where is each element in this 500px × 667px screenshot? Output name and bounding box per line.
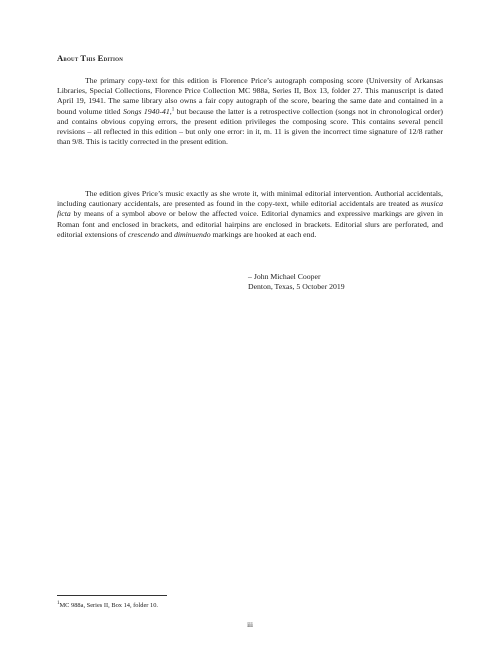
heading-initial-e: E	[97, 53, 104, 63]
italic-term: musica ficta	[57, 199, 443, 219]
heading-initial-t: T	[80, 53, 87, 63]
paragraph-text: and	[158, 229, 175, 239]
section-heading	[57, 53, 123, 63]
page-number: iii	[247, 621, 253, 629]
footnote-divider	[57, 595, 167, 596]
heading-text-part2: his	[86, 54, 98, 63]
heading-initial-a: A	[57, 53, 64, 63]
footnote-mark: 1	[57, 600, 60, 606]
heading-text-part1: bout	[63, 54, 81, 63]
italic-term: crescendo	[127, 229, 159, 239]
signature-block	[248, 272, 345, 292]
paragraph-text: The primary copy-text for this edition is Florence Price’s autograph composing score (University of Arkansas Libraries, Special Collections, Florence Price Collection MC 988a, Series II, Box 13, folder 27. This manuscript is dated April 19, 1941. The same library also owns a fair copy autograph of the score, bearing the same date and contained in a bound volume titled	[57, 76, 443, 116]
italic-term: diminuendo	[174, 229, 211, 239]
paragraph-copy-text	[57, 76, 443, 147]
document-page	[57, 0, 443, 667]
place-and-date: Denton, Texas, 5 October 2019	[248, 282, 345, 292]
paragraph-text: The edition gives Price’s music exactly as she wrote it, with minimal editorial intervention. Authorial accidentals, including cautionary accidentals, are presented as found in the copy-text, while editorial accidentals are treated as	[57, 189, 443, 209]
footnote	[57, 602, 158, 610]
footnote-reference: 1	[171, 107, 175, 113]
paragraph-text: by means of a symbol above or below the affected voice. Editorial dynamics and expressive markings are given in Roman font and enclosed in brackets, and editorial hairpins are enclosed in brackets. Editorial slurs are perforated, and editorial extensions of	[57, 209, 443, 239]
footnote-text: MC 988a, Series II, Box 14, folder 10.	[59, 602, 159, 609]
volume-title: Songs 1940-41,	[122, 106, 172, 116]
paragraph-text: markings are hooked at each end.	[210, 229, 317, 239]
paragraph-text: but because the latter is a retrospective collection (songs not in chronological order) and contains obvious copying errors, the present edition privileges the composing score. This contains several pencil revisions – all reflected in this edition – but only one error: in it, m. 11 is given the incorrect time signature of 12/8 rather than 9/8. This is tacitly corrected in the present edition.	[57, 106, 443, 147]
paragraph-editorial-method	[57, 189, 443, 240]
heading-text-part3: dition	[103, 54, 124, 63]
author-name: – John Michael Cooper	[248, 272, 321, 281]
